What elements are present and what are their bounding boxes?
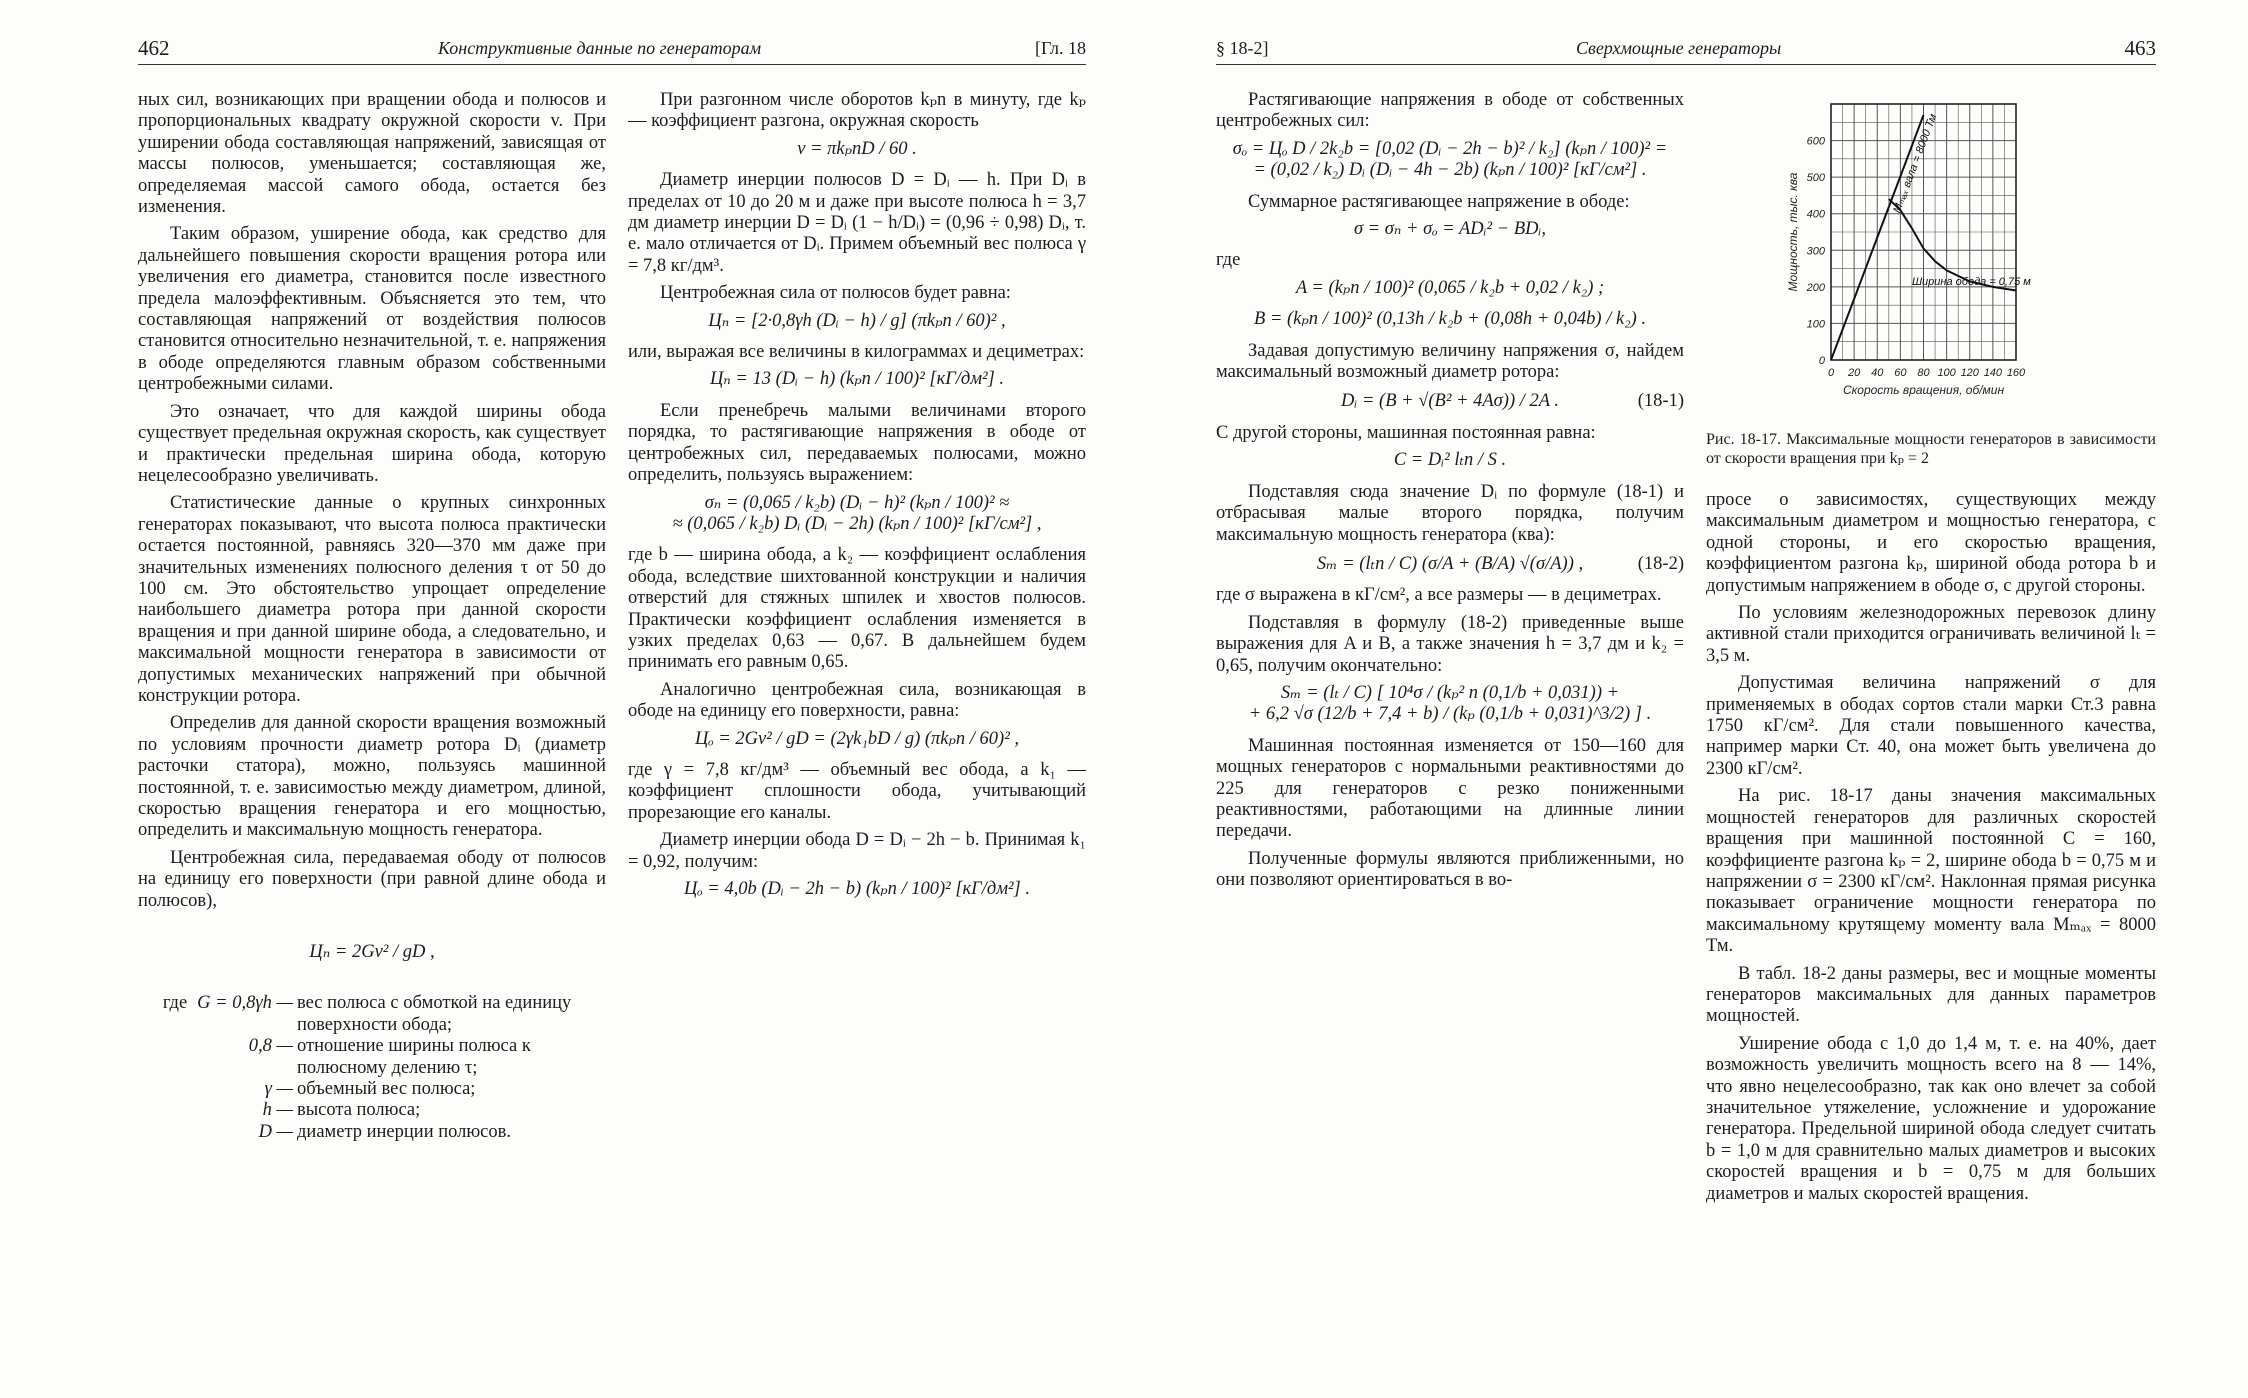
x-tick-label: 20 bbox=[1848, 367, 1861, 379]
paragraph: Диаметр инерции полюсов D = Dᵢ — h. При Dᵢ в пределах от 10 до 20 м и даже при высоте полюса h = 3,7 дм диаметр инерции D = Dᵢ (1 − h/Dᵢ) = (0,96 ÷ 0,98) Dᵢ, т. е. мало отличается от Dᵢ. Примем объемный вес полюса γ = 7,8 кг/дм³. bbox=[628, 170, 1086, 276]
paragraph: ных сил, возникающих при вращении обода и полюсов и пропорциональных квадрату окружной скорости v. При уширении обода составляющая напряжений, зависящая от массы полюсов, уменьшается; составляющая же, определяемая массой самого обода, остается без изменения. bbox=[138, 90, 606, 218]
legend-description: диаметр инерции полюсов. bbox=[297, 1121, 511, 1142]
where-label: где bbox=[1216, 250, 1241, 271]
right-column-2 bbox=[1706, 490, 2156, 1340]
legend-symbol: γ — bbox=[264, 1079, 293, 1100]
power-vs-speed-chart bbox=[1706, 94, 2156, 424]
formula-b: B = (kₚn / 100)² (0,13h / k₂b + (0,08h + 0,04b) / k₂) . bbox=[1253, 309, 1647, 330]
formula-di: Dᵢ = (B + √(B² + 4Aσ)) / 2A . bbox=[1341, 391, 1559, 412]
equation-number: (18-2) bbox=[1637, 553, 1684, 574]
x-axis-label: Скорость вращения, об/мин bbox=[1842, 383, 2005, 397]
x-tick-label: 120 bbox=[1960, 367, 1979, 379]
left-column-1 bbox=[138, 90, 606, 1340]
legend-row bbox=[138, 1122, 606, 1143]
legend-symbol: где G = 0,8γh — bbox=[162, 993, 293, 1014]
legend-symbol: h — bbox=[262, 1100, 293, 1121]
legend-symbol: 0,8 — bbox=[248, 1036, 293, 1057]
paragraph: где b — ширина обода, а k₂ — коэффициент ослабления обода, вследствие шихтованной конструкции и наличия отверстий для стяжных шпилек и хвостов полюсов. Практически коэффициент ослабления изменяется в узких пределах 0,63 — 0,67. В дальнейшем будем принимать его равным 0,65. bbox=[628, 545, 1086, 673]
paragraph: Суммарное растягивающее напряжение в ободе: bbox=[1248, 191, 1630, 212]
formula-velocity: v = πkₚnD / 60 . bbox=[797, 138, 917, 159]
paragraph: На рис. 18-17 даны значения максимальных мощностей генераторов для различных скоростей вращения при машинной постоянной C = 160, коэффициенте разгона kₚ = 2, ширине обода b = 0,75 м и напряжении σ = 2300 кГ/см². Наклонная прямая рисунка показывает ограничение мощности генератора по максимальному крутящему моменту вала Mₘₐₓ = 8000 Тм. bbox=[1706, 786, 2156, 957]
paragraph: Если пренебречь малыми величинами второго порядка, то растягивающие напряжения в ободе от центробежных сил, передаваемых полюсами, можно определить, пользуясь выражением: bbox=[628, 400, 1086, 486]
equation-number: (18-1) bbox=[1637, 391, 1684, 412]
paragraph: Растягивающие напряжения в ободе от собственных центробежных сил: bbox=[1216, 90, 1684, 132]
right-page bbox=[1124, 0, 2248, 1398]
legend-row bbox=[138, 1100, 606, 1121]
paragraph: Полученные формулы являются приближенными, но они позволяют ориентироваться в во- bbox=[1216, 848, 1684, 891]
left-column-2 bbox=[628, 90, 1086, 1340]
paragraph: Это означает, что для каждой ширины обода существует предельная окружная скорость, как существует и практически предельная ширина обода, которую нецелесообразно увеличивать. bbox=[138, 401, 606, 486]
formula-rim-force: Цₒ = 2Gv² / gD = (2γk₁bD / g) (πkₚn / 60)² , bbox=[695, 728, 1019, 749]
x-tick-label: 100 bbox=[1937, 367, 1956, 379]
legend-description: отношение ширины полюса к полюсному делению τ; bbox=[297, 1036, 531, 1078]
paragraph: При разгонном числе оборотов kₚn в минуту, где kₚ — коэффициент разгона, окружная скорость bbox=[628, 90, 1086, 132]
paragraph: Машинная постоянная изменяется от 150—160 для мощных генераторов с нормальными реактивностями до 225 для генераторов с резко пониженными реактивностями, работающими на длинные линии передачи. bbox=[1216, 735, 1684, 842]
formula-sigma-n: σₙ = (0,065 / k₂b) (Dᵢ − h)² (kₚn / 100)² ≈ ≈ (0,065 / k₂b) Dᵢ (Dᵢ − 2h) (kₚn / 100)² [кГ/см²] , bbox=[672, 492, 1042, 534]
legend-description: объемный вес полюса; bbox=[297, 1079, 476, 1100]
formula-sm-final: Sₘ = (lₜ / C) [ 10⁴σ / (kₚ² n (0,1/b + 0,031)) + + 6,2 √σ (12/b + 7,4 + b) / (kₚ (0,1/b + 0,031)^3/2) ] . bbox=[1248, 682, 1652, 725]
x-tick-label: 0 bbox=[1827, 367, 1835, 379]
left-page-header bbox=[138, 36, 1086, 65]
right-section-ref: § 18-2] bbox=[1216, 38, 1269, 58]
y-tick-label: 100 bbox=[1806, 318, 1825, 331]
paragraph: или, выражая все величины в килограммах и дециметрах: bbox=[628, 342, 1085, 363]
paragraph: Центробежная сила от полюсов будет равна: bbox=[660, 283, 1011, 304]
paragraph: Уширение обода с 1,0 до 1,4 м, т. е. на 40%, дает возможность увеличить мощность всего на 8 — 14%, что явно нецелесообразно, так как оно влечет за собой значительное утяжеление, усложнение и удорожание генератора. Предельной шириной обода следует считать b = 1,0 м для сравнительно малых диаметров и высоких скоростей вращения и b = 0,75 м для больших диаметров и малых скоростей вращения. bbox=[1706, 1033, 2156, 1204]
equation-18-2 bbox=[1216, 554, 1684, 575]
annotation-rim-width: Ширина обода = 0,75 м bbox=[1911, 276, 2031, 289]
paragraph: С другой стороны, машинная постоянная равна: bbox=[1216, 422, 1596, 443]
paragraph: Статистические данные о крупных синхронных генераторах показывают, что высота полюса практически остается постоянной, равняясь 320—370 мм даже при значительных изменениях полюсного деления τ от 50 до 100 см. Это обстоятельство упрощает определение наибольшего диаметра ротора при данной скорости вращения и при данной ширине обода, а следовательно, и максимальной мощности генератора в зависимости от допустимых механических напряжений при обычной конструкции ротора. bbox=[138, 493, 606, 706]
formula-a: A = (kₚn / 100)² (0,065 / k₂b + 0,02 / k₂) ; bbox=[1295, 277, 1605, 298]
legend-description: высота полюса; bbox=[297, 1100, 421, 1121]
legend-row bbox=[138, 1036, 606, 1079]
legend-row bbox=[138, 993, 606, 1036]
formula-sigma-total: σ = σₙ + σₒ = ADᵢ² − BDᵢ, bbox=[1353, 219, 1547, 240]
y-tick-label: 200 bbox=[1806, 281, 1825, 294]
paragraph: Подставляя в формулу (18-2) приведенные выше выражения для A и B, а также значения h = 3,7 дм и k₂ = 0,65, получим окончательно: bbox=[1216, 612, 1684, 676]
right-column-1 bbox=[1216, 90, 1684, 1340]
x-tick-label: 80 bbox=[1917, 367, 1930, 379]
paragraph: где γ = 7,8 кг/дм³ — объемный вес обода, а k₁ — коэффициент сплошности обода, учитывающий прорезающие его каналы. bbox=[628, 759, 1086, 823]
paragraph: просе о зависимостях, существующих между максимальным диаметром и мощностью генератора, с одной стороны, и его скоростью вращения, коэффициентом разгона kₚ, шириной обода ротора b и допустимым напряжением в ободе σ, с другой стороны. bbox=[1706, 490, 2156, 596]
right-running-title: Сверхмощные генераторы bbox=[1576, 38, 1782, 58]
formula-pole-force-units: Цₙ = 13 (Dᵢ − h) (kₚn / 100)² [кГ/дм²] . bbox=[709, 369, 1005, 390]
right-page-header bbox=[1216, 36, 2156, 65]
formula-rim-force-units: Цₒ = 4,0b (Dᵢ − 2h − b) (kₚn / 100)² [кГ/дм²] . bbox=[684, 879, 1030, 899]
paragraph: Аналогично центробежная сила, возникающая в ободе на единицу его поверхности, равна: bbox=[628, 679, 1086, 722]
symbol-legend bbox=[138, 993, 606, 1143]
paragraph: В табл. 18-2 даны размеры, вес и мощные моменты генераторов максимальных для данных параметров мощностей. bbox=[1706, 963, 2156, 1027]
paragraph: Подставляя сюда значение Dᵢ по формуле (18-1) и отбрасывая малые второго порядка, получим максимальную мощность генератора (ква): bbox=[1216, 481, 1684, 545]
paragraph: Диаметр инерции обода D = Dᵢ − 2h − b. Принимая k₁ = 0,92, получим: bbox=[628, 830, 1086, 872]
legend-description: вес полюса с обмоткой на единицу поверхности обода; bbox=[297, 993, 572, 1035]
formula-cn: Цₙ = 2Gv² / gD , bbox=[309, 942, 435, 963]
left-page-number: 462 bbox=[138, 36, 170, 60]
paragraph: где σ выражена в кГ/см², а все размеры — в дециметрах. bbox=[1216, 585, 1662, 606]
x-tick-label: 60 bbox=[1894, 367, 1907, 379]
y-tick-label: 300 bbox=[1806, 245, 1825, 258]
paragraph: Таким образом, уширение обода, как средство для дальнейшего повышения скорости вращения ротора или увеличения его диаметра, становится после известного предела малоэффективным. Объясняется это тем, что составляющая напряжений от воздействия полюсов становится относительно незначительной, т. е. напряжения в ободе определяются главным образом собственными центробежными силами. bbox=[138, 224, 606, 395]
formula-sigma-o: σₒ = Цₒ D / 2k₂b = [0,02 (Dᵢ − 2h − b)² / k₂] (kₚn / 100)² = = (0,02 / k₂) Dᵢ (Dᵢ − 4h − 2b) (kₚn / 100)² [кГ/см²] . bbox=[1232, 138, 1668, 181]
legend-row bbox=[138, 1079, 606, 1100]
left-section-ref: [Гл. 18 bbox=[1034, 38, 1086, 58]
y-tick-label: 600 bbox=[1806, 135, 1825, 148]
figure-18-17 bbox=[1706, 94, 2156, 484]
formula-c: C = Dᵢ² lₜn / S . bbox=[1393, 450, 1507, 471]
y-tick-label: 0 bbox=[1818, 355, 1825, 367]
y-tick-label: 400 bbox=[1806, 208, 1825, 221]
paragraph: Задавая допустимую величину напряжения σ, найдем максимальный возможный диаметр ротора: bbox=[1216, 340, 1684, 383]
formula-sm: Sₘ = (lₜn / C) (σ/A + (B/A) √(σ/A)) , bbox=[1316, 553, 1584, 574]
legend-symbol: D — bbox=[258, 1121, 293, 1142]
left-running-title: Конструктивные данные по генераторам bbox=[438, 38, 762, 58]
paragraph: По условиям железнодорожных перевозок длину активной стали приходится ограничивать величиной lₜ = 3,5 м. bbox=[1706, 603, 2156, 666]
paragraph: Определив для данной скорости вращения возможный по условиям прочности диаметр ротора Dᵢ (диаметр расточки статора), можно, пользуясь машинной постоянной, т. е. зависимостью между диаметром, длиной, скоростью вращения генератора и его мощностью, определить и максимальную мощность генератора. bbox=[138, 713, 606, 841]
x-tick-label: 40 bbox=[1871, 367, 1884, 379]
equation-18-1 bbox=[1216, 391, 1684, 412]
paragraph: Допустимая величина напряжений σ для применяемых в ободах сортов стали марки Ст.3 равна 1750 кГ/см². Для стали повышенного качества, например марки Ст. 40, она может быть увеличена до 2300 кГ/см². bbox=[1706, 673, 2156, 779]
x-tick-label: 140 bbox=[1983, 367, 2003, 379]
figure-caption: Рис. 18-17. Максимальные мощности генераторов в зависимости от скорости вращения при kₚ = 2 bbox=[1706, 431, 2156, 467]
right-page-number: 463 bbox=[2124, 36, 2156, 60]
annotation-torque: Mₘₐₓ вала = 8000 Тм bbox=[1891, 112, 1940, 215]
paragraph: Центробежная сила, передаваемая ободу от полюсов на единицу его поверхности (при равной длине обода и полюсов), bbox=[138, 847, 606, 911]
x-tick-label: 160 bbox=[2006, 367, 2026, 379]
formula-pole-force: Цₙ = [2·0,8γh (Dᵢ − h) / g] (πkₚn / 60)² , bbox=[708, 310, 1006, 331]
y-tick-label: 500 bbox=[1806, 172, 1825, 185]
y-axis-label: Мощность, тыс. ква bbox=[1786, 172, 1800, 292]
